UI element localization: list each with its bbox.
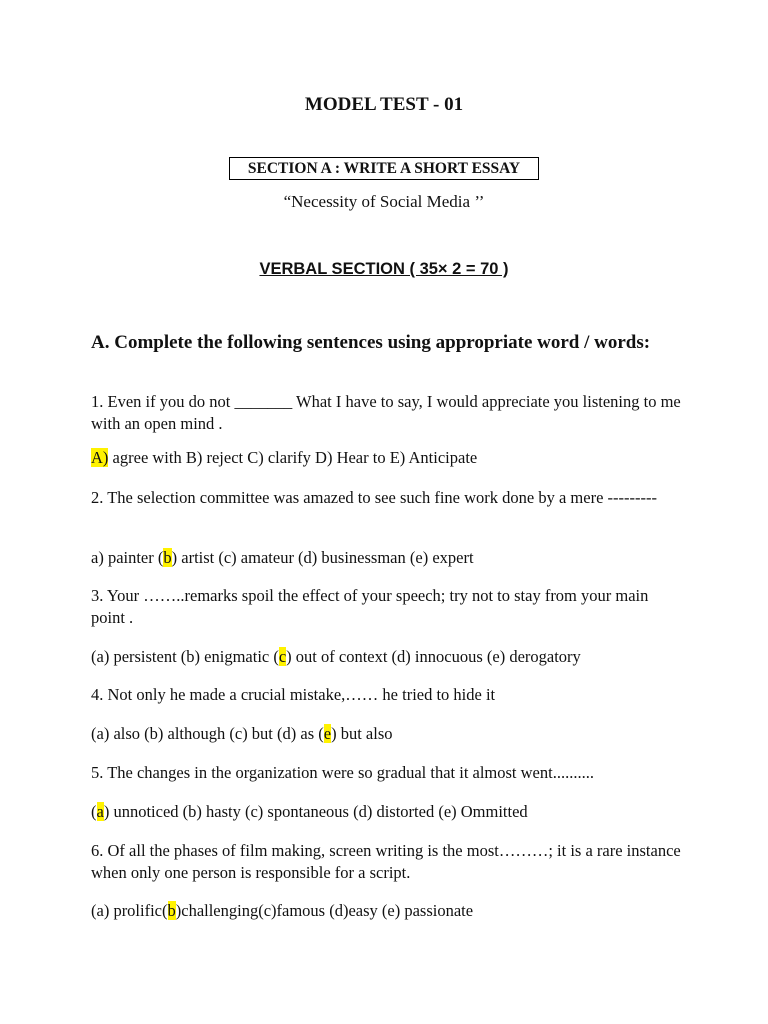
answer-highlight: b	[167, 901, 176, 920]
question-5: 5. The changes in the organization were so gradual that it almost went..........	[91, 763, 594, 782]
question-2: 2. The selection committee was amazed to see such fine work done by a mere ---------	[91, 488, 657, 507]
answer-highlight: c	[278, 647, 287, 666]
question-3-options	[91, 646, 691, 668]
question-6-options	[91, 900, 691, 922]
answer-highlight: a	[96, 802, 104, 821]
question-2-options	[91, 547, 691, 569]
option-text: )challenging(c)famous (d)easy (e) passionate	[175, 901, 474, 920]
question-3: 3. Your ……..remarks spoil the effect of your speech; try not to stay from your main point .	[91, 586, 649, 627]
option-text: (a) persistent (b) enigmatic (	[91, 647, 279, 666]
question-4-options	[91, 723, 691, 745]
answer-highlight: e	[323, 724, 332, 743]
option-text: (	[91, 802, 97, 821]
option-text: agree with B) reject C) clarify D) Hear to E) Anticipate	[108, 448, 478, 467]
option-text: (a) also (b) although (c) but (d) as (	[91, 724, 324, 743]
option-text: ) artist (c) amateur (d) businessman (e) expert	[171, 548, 474, 567]
question-6: 6. Of all the phases of film making, screen writing is the most………; it is a rare instance when only one person is responsible for a script.	[91, 841, 681, 882]
option-text: ) out of context (d) innocuous (e) derogatory	[286, 647, 581, 666]
option-text: ) but also	[331, 724, 393, 743]
essay-topic: “Necessity of Social Media ’’	[283, 192, 485, 211]
part-a-heading: A. Complete the following sentences using appropriate word / words:	[91, 332, 651, 353]
verbal-section-heading: VERBAL SECTION ( 35× 2 = 70 )	[259, 260, 509, 278]
section-a-heading: SECTION A : WRITE A SHORT ESSAY	[229, 157, 539, 180]
option-text: a) painter (	[91, 548, 164, 567]
answer-highlight: b	[163, 548, 172, 567]
option-text: ) unnoticed (b) hasty (c) spontaneous (d) distorted (e) Ommitted	[103, 802, 528, 821]
question-1-options	[91, 447, 691, 469]
question-4: 4. Not only he made a crucial mistake,…… he tried to hide it	[91, 685, 496, 704]
answer-highlight: A)	[91, 448, 109, 467]
question-5-options	[91, 801, 691, 823]
question-1: 1. Even if you do not _______ What I have to say, I would appreciate you listening to me with an open mind .	[91, 392, 681, 433]
page-title: MODEL TEST - 01	[304, 94, 464, 115]
option-text: (a) prolific(	[91, 901, 168, 920]
